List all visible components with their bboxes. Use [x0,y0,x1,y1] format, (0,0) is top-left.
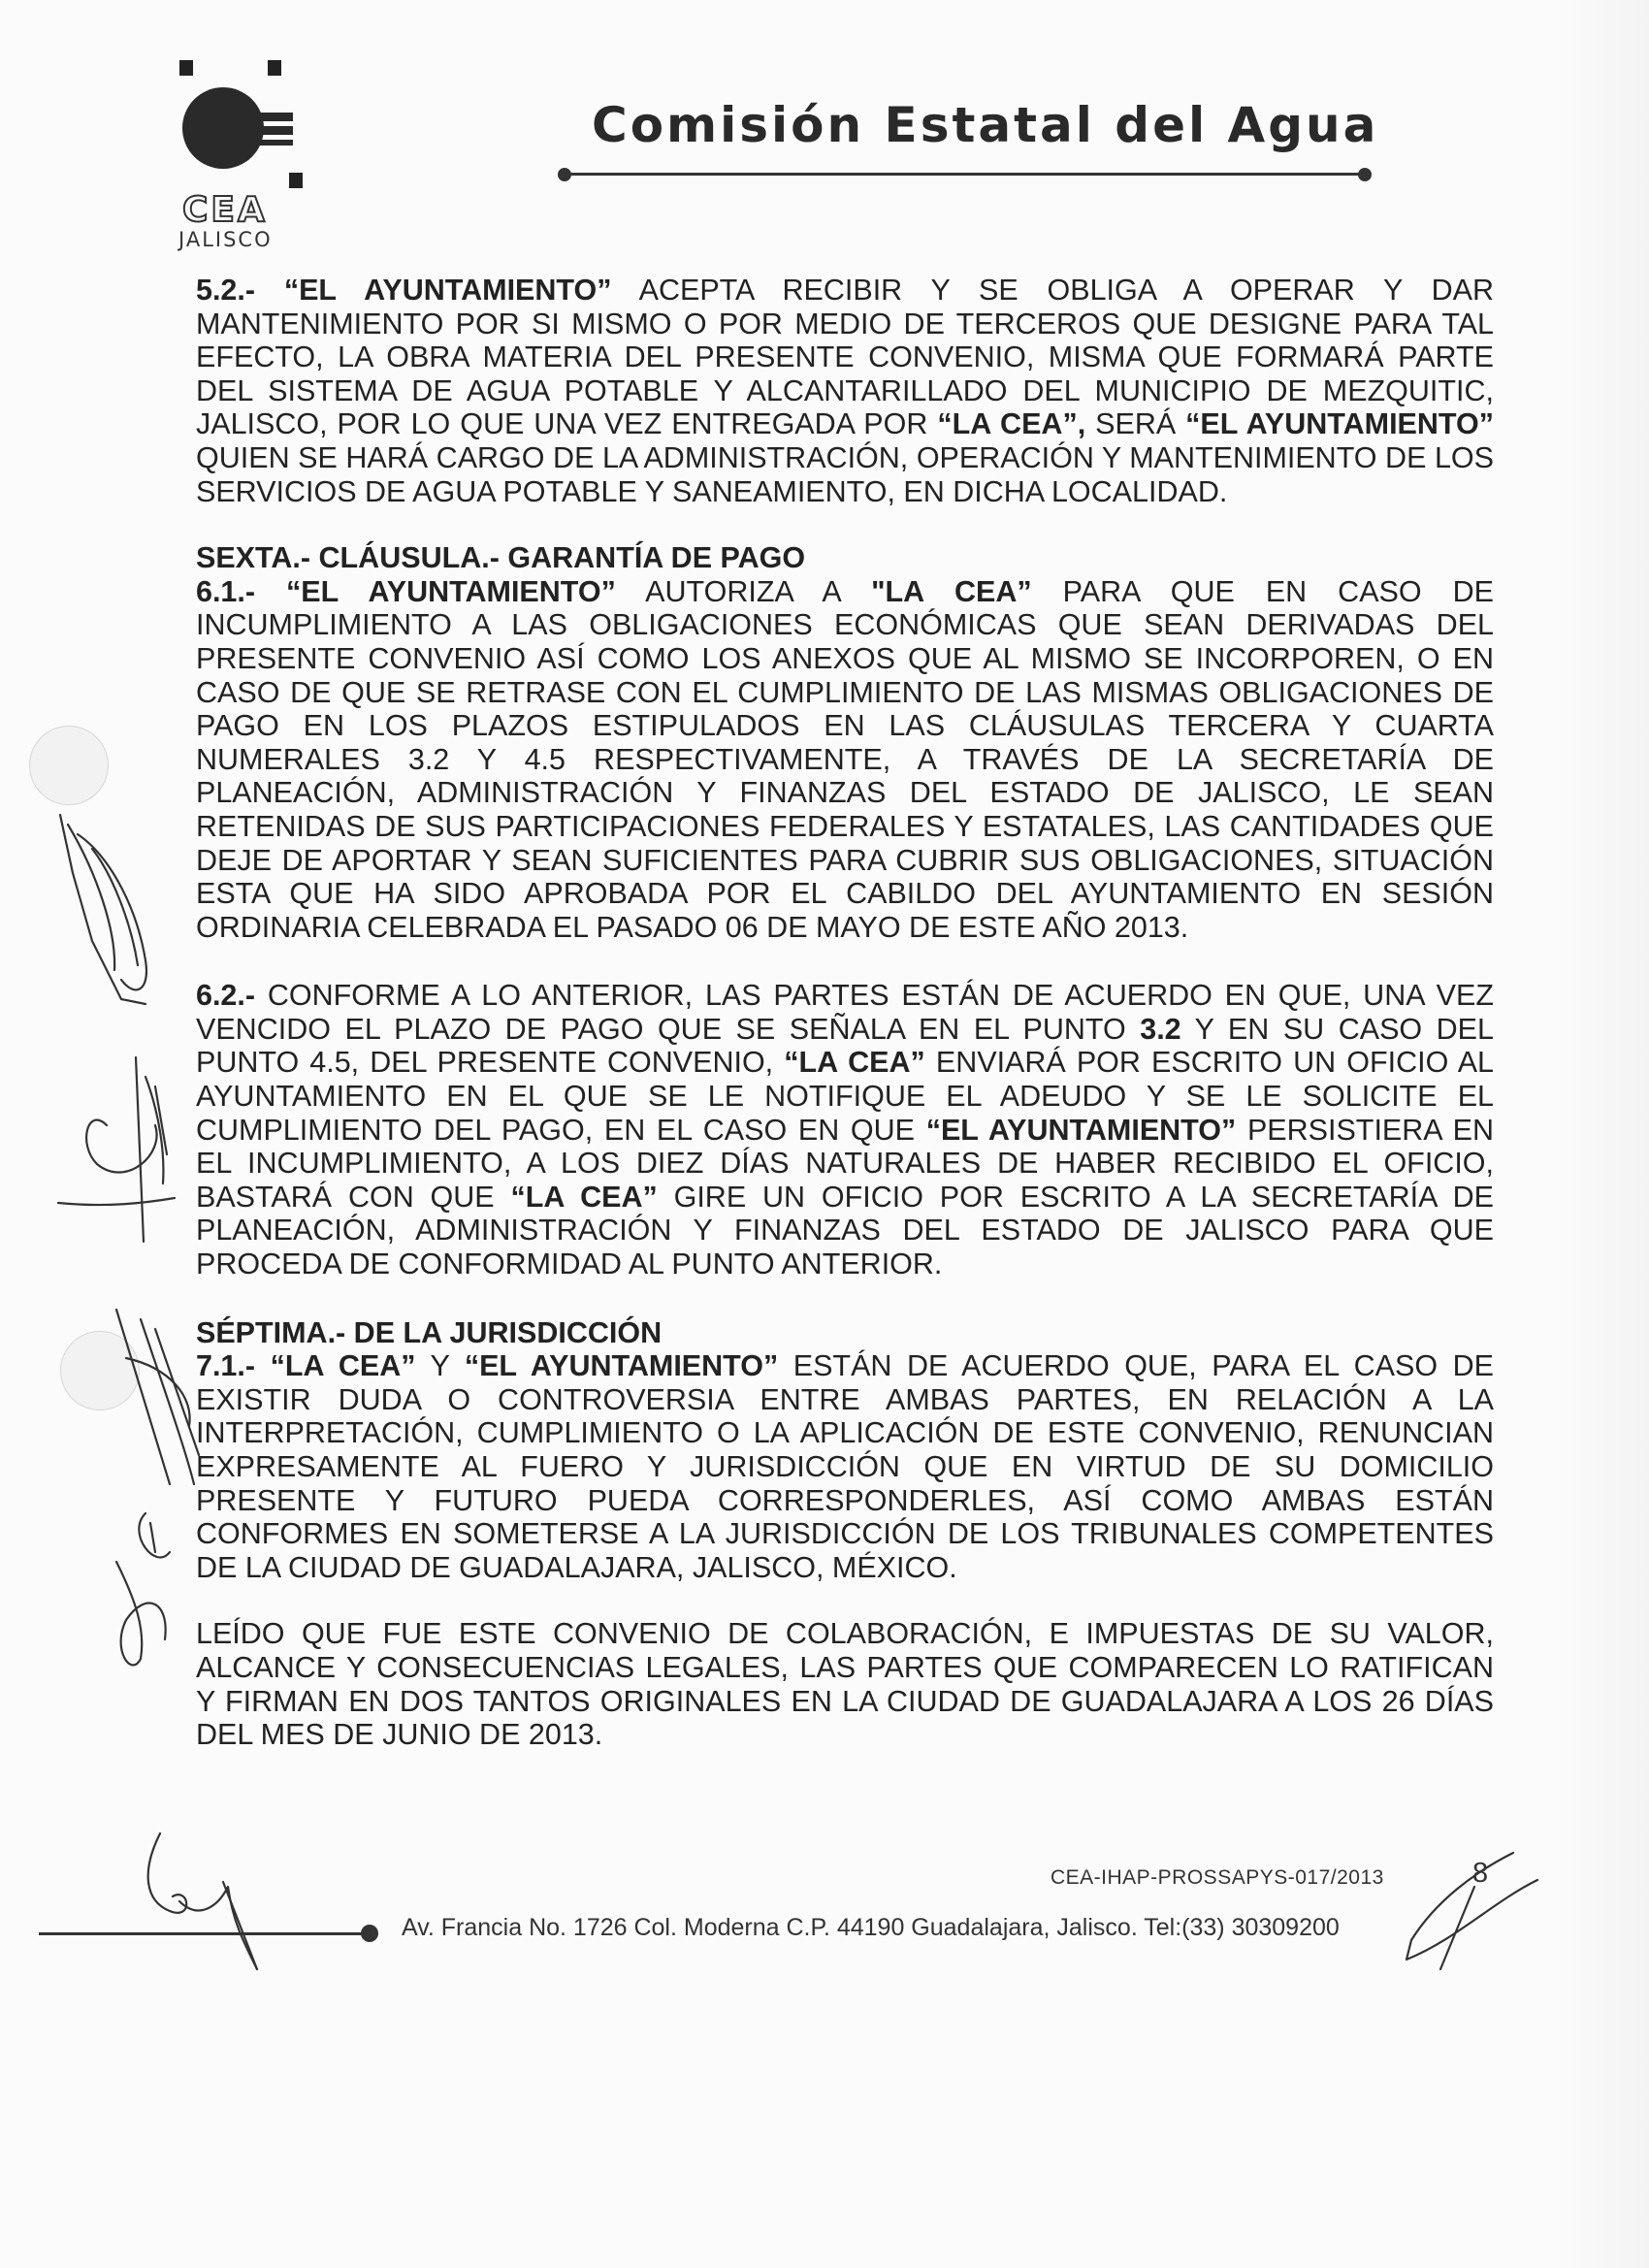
clause-text: AUTORIZA A [645,574,841,608]
party-name: “LA CEA” [784,1046,925,1080]
clause-label: 6.2.- [196,979,256,1013]
header-rule [565,173,1364,176]
section-heading-sexta: SEXTA.- CLÁUSULA.- GARANTÍA DE PAGO [196,541,806,575]
margin-initial-1 [60,815,146,1004]
party-name: “EL AYUNTAMIENTO” [464,1349,779,1383]
footer-rule [39,1932,369,1935]
clause-5-2 [196,274,1494,508]
margin-initial-2 [58,1057,175,1242]
party-name: “LA CEA”, [937,407,1086,441]
header-rule-dot-left [558,168,571,181]
logo-letters: CEA [182,190,268,230]
clause-text: ESTÁN DE ACUERDO QUE, PARA EL CASO DE EXISTIR DUDA O CONTROVERSIA ENTRE AMBAS PARTES, EN RELACIÓN A LA INTERPRETACIÓN, CUMPLIMIENTO O LA APLICACIÓN DE ESTE CONVENIO, RENUNCIAN EXPRESAMENTE AL FUERO Y JURISDICCIÓN QUE EN VIRTUD DE SU DOMICILIO PRESENTE Y FUTURO PUEDA CORRESPONDERLES, ASÍ COMO AMBAS ESTÁN CONFORMES EN SOMETERSE A LA JURISDICCIÓN DE LOS TRIBUNALES COMPETENTES DE LA CIUDAD DE GUADALAJARA, JALISCO, MÉXICO. [196,1349,1494,1584]
punch-hole-bottom [60,1331,140,1410]
page-number: 8 [1472,1858,1489,1889]
clause-7-1 [196,1349,1494,1584]
header-rule-dot-right [1358,168,1372,181]
document-code: CEA-IHAP-PROSSAPYS-017/2013 [1051,1866,1384,1889]
organization-title: Comisión Estatal del Agua [592,97,1379,153]
clause-label: 6.1.- [196,574,256,608]
clause-text: Y [430,1349,450,1383]
bottom-left-signature [148,1833,257,1969]
party-name: “LA CEA” [270,1349,416,1383]
party-name: “EL AYUNTAMIENTO” [925,1113,1237,1147]
clause-text: CONFORME A LO ANTERIOR, LAS PARTES ESTÁN DE ACUERDO EN QUE, UNA VEZ VENCIDO EL PLAZO DE PAGO QUE SE SEÑALA EN EL PUNTO [196,979,1494,1046]
clause-text: ACEPTA RECIBIR Y SE OBLIGA A OPERAR Y DAR MANTENIMIENTO POR SI MISMO O POR MEDIO DE TERCEROS QUE DESIGNE PARA TAL EFECTO, LA OBRA MATERIA DEL PRESENTE CONVENIO, MISMA QUE FORMARÁ PARTE DEL SISTEMA DE AGUA POTABLE Y ALCANTARILLADO DEL MUNICIPIO DE MEZQUITIC, JALISCO, POR LO QUE UNA VEZ ENTREGADA POR [196,274,1494,441]
clause-text: Y EN SU CASO DEL PUNTO 4.5, DEL PRESENTE CONVENIO, [196,1012,1494,1080]
clause-text: PARA QUE EN CASO DE INCUMPLIMIENTO A LAS OBLIGACIONES ECONÓMICAS QUE SEAN DERIVADAS DEL PRESENTE CONVENIO ASÍ COMO LOS ANEXOS QUE AL MISMO SE INCORPOREN, O EN CASO DE QUE SE RETRASE CON EL CUMPLIMIENTO DE LAS MISMAS OBLIGACIONES DE PAGO EN LOS PLAZOS ESTIPULADOS EN LAS CLÁUSULAS TERCERA Y CUARTA NUMERALES 3.2 Y 4.5 RESPECTIVAMENTE, A TRAVÉS DE LA SECRETARÍA DE PLANEACIÓN, ADMINISTRACIÓN Y FINANZAS DEL ESTADO DE JALISCO, LE SEAN RETENIDAS DE SUS PARTICIPACIONES FEDERALES Y ESTATALES, LAS CANTIDADES QUE DEJE DE APORTAR Y SEAN SUFICIENTES PARA CUBRIR SUS OBLIGACIONES, SITUACIÓN ESTA QUE HA SIDO APROBADA POR EL CABILDO DEL AYUNTAMIENTO EN SESIÓN ORDINARIA CELEBRADA EL PASADO 06 DE MAYO DE ESTE AÑO 2013. [196,574,1494,944]
footer-address: Av. Francia No. 1726 Col. Moderna C.P. 44190 Guadalajara, Jalisco. Tel:(33) 30309200 [402,1914,1340,1941]
section-heading-septima: SÉPTIMA.- DE LA JURISDICCIÓN [196,1315,663,1349]
clause-text: QUIEN SE HARÁ CARGO DE LA ADMINISTRACIÓN, OPERACIÓN Y MANTENIMIENTO DE LOS SERVICIOS DE AGUA POTABLE Y SANEAMIENTO, EN DICHA LOCALIDAD. [196,440,1494,508]
party-name: "LA CEA” [871,574,1032,608]
scan-edge-shade [1552,0,1649,2268]
clause-text: PERSISTIERA EN EL INCUMPLIMIENTO, A LOS DIEZ DÍAS NATURALES DE HABER RECIBIDO EL OFICIO, BASTARÁ CON QUE [196,1113,1494,1214]
party-name: “EL AYUNTAMIENTO” [286,574,616,608]
clause-text: GIRE UN OFICIO POR ESCRITO A LA SECRETARÍA DE PLANEACIÓN, ADMINISTRACIÓN Y FINANZAS DEL ESTADO DE JALISCO PARA QUE PROCEDA DE CONFORMIDAD AL PUNTO ANTERIOR. [196,1180,1494,1281]
party-name: “LA CEA” [510,1180,658,1214]
party-name: “EL AYUNTAMIENTO” [1185,407,1494,441]
party-name: “EL AYUNTAMIENTO” [283,274,612,307]
clause-6-1 [196,575,1494,945]
cea-logo [175,58,320,252]
closing-paragraph: LEÍDO QUE FUE ESTE CONVENIO DE COLABORACIÓN, E IMPUESTAS DE SU VALOR, ALCANCE Y CONSECUENCIAS LEGALES, LAS PARTES QUE COMPARECEN LO RATIFICAN Y FIRMAN EN DOS TANTOS ORIGINALES EN LA CIUDAD DE GUADALAJARA A LOS 26 DÍAS DEL MES DE JUNIO DE 2013. [196,1617,1494,1752]
clause-label: 7.1.- [196,1349,256,1383]
footer-rule-dot [361,1925,378,1942]
punch-hole-top [29,726,109,805]
point-number: 3.2 [1140,1012,1181,1046]
document-body [196,274,1494,1752]
logo-subtitle: JALISCO [178,228,273,251]
clause-6-2 [196,979,1494,1280]
clause-text: SERÁ [1095,407,1177,441]
clause-text: ENVIARÁ POR ESCRITO UN OFICIO AL AYUNTAMIENTO EN EL QUE SE LE NOTIFIQUE EL ADEUDO Y SE LE SOLICITE EL CUMPLIMIENTO DEL PAGO, EN EL CASO EN QUE [196,1046,1494,1147]
margin-initial-4 [116,1513,170,1665]
clause-label: 5.2.- [196,274,256,307]
